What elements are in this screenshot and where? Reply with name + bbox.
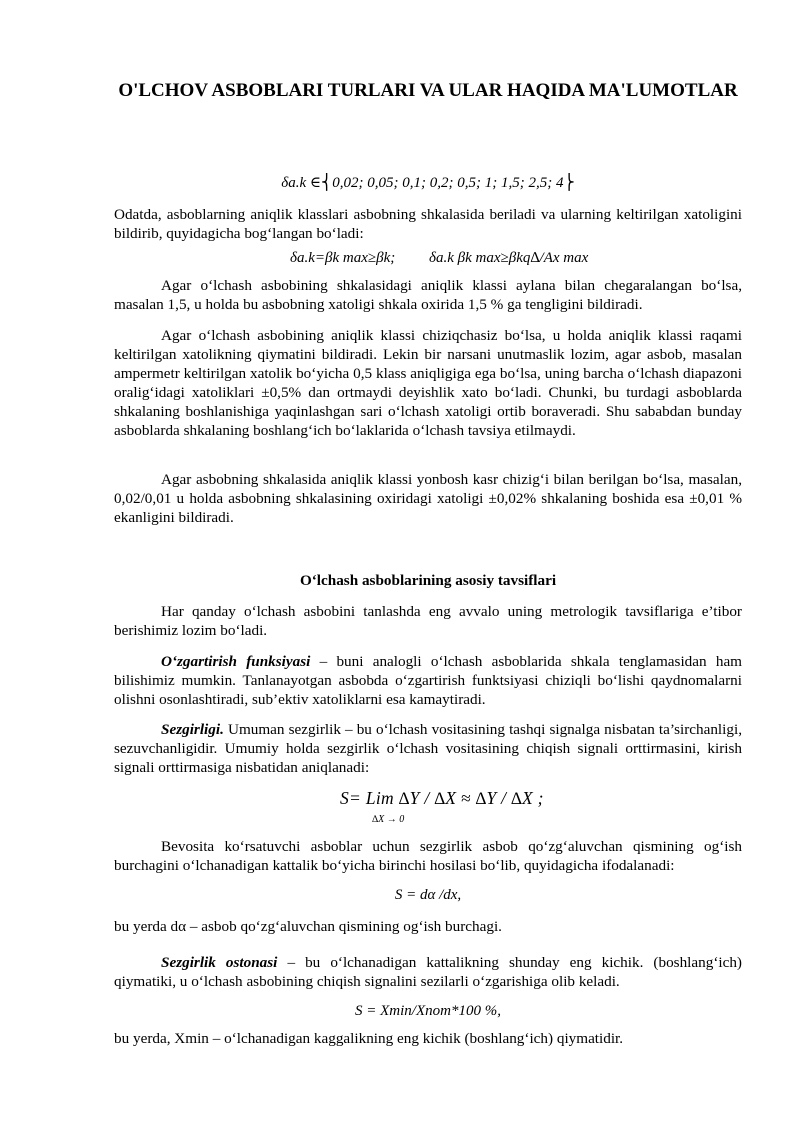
sensitivity-threshold-text: – bu o‘lchanadigan kattalikning shunday eng kichik. (boshlang‘ich) qiymatiki, u o‘lchash asbobining chiqish signalini sezilarli o‘zgarishiga olib keladi. [114, 954, 742, 990]
paragraph-sensitivity-threshold [114, 953, 742, 991]
formula-threshold: S = Xmin/Xnom*100 %, [355, 1003, 501, 1019]
page-title: O'LCHOV ASBOBLARI TURLARI VA ULAR HAQIDA MA'LUMOTLAR [118, 80, 738, 101]
term-sensitivity-threshold: Sezgirlik ostonasi [161, 954, 278, 971]
paragraph-choosing-instrument: Har qanday o‘lchash asbobini tanlashda eng avvalo uning metrologik tavsiflariga e’tibor berishimiz lozim bo‘ladi. [114, 603, 742, 639]
paragraph-direct-instruments: Bevosita ko‘rsatuvchi asboblar uchun sezgirlik asbob qo‘zg‘aluvchan qismining og‘ish burchagini o‘lchanadigan kattalik bo‘yicha birinchi hosilasi bo‘lib, quyidagicha ifodalanadi: [114, 838, 742, 874]
paragraph-circle-class: Agar o‘lchash asbobining shkalasidagi aniqlik klassi aylana bilan chegaralangan bo‘lsa, masalan 1,5, u holda bu asbobning xatoligi shkala oxirida 1,5 % ga tengligini bildiradi. [114, 277, 742, 313]
formula-relation-1: δa.k=βk max≥βk; [290, 250, 396, 266]
formula-sensitivity-limit: S= Lim ∆Y / ∆X ≈ ∆Y / ∆X ; [340, 788, 544, 808]
paragraph-transfer-function [114, 652, 742, 709]
term-transfer-function: O‘zgartirish funksiyasi [161, 653, 311, 670]
term-sensitivity: Sezgirligi. [161, 721, 224, 738]
section-subheading: O‘lchash asboblarining asosiy tavsiflari [299, 572, 557, 589]
formula-relation-2: δa.k βk max≥βkq∆/Ax max [429, 250, 589, 266]
paragraph-xmin-note: bu yerda, Xmin – o‘lchanadigan kaggalikning eng kichik (boshlang‘ich) qiymatidir. [114, 1030, 624, 1047]
formula-derivative: S = dα /dx, [394, 887, 462, 903]
transfer-function-text: – buni analogli o‘lchash asboblarida shkala tenglamasidan ham bilishimiz mumkin. Tanlanayotgan asbobda o‘zgartirish funktsiyasi chiziqli bo‘lishi qaydnomalarni olishni osonlashtiradi, sub’ektiv xatoliklarni esa kamaytiradi. [114, 653, 742, 708]
paragraph-plain-class: Agar o‘lchash asbobining aniqlik klassi chiziqchasiz bo‘lsa, u holda aniqlik klassi raqami keltirilgan xatolikning qiymatini bildiradi. Lekin bir narsani unutmaslik lozim, agar asbob, masalan ampermetr keltirilgan xatolik bo‘yicha 0,5 klass aniqligiga ega bo‘lsa, uning barcha o‘lchash diapazoni oralig‘idagi xatoliklari ±0,5% dan ortmaydi deyishlik xato bo‘ladi. Chunki, bu turdagi asboblarda shkalaning boshlanishiga yaqinlashgan sari o‘lchash xatoligi ortib boraveradi. Shu sababdan bunday asboblarda shkalaning boshlang‘ich bo‘laklarida o‘lchash tavsiya etilmaydi. [114, 327, 742, 439]
formula-accuracy-classes: δa.k ∈⎨0,02; 0,05; 0,1; 0,2; 0,5; 1; 1,5; 2,5; 4⎬ [281, 175, 575, 191]
paragraph-fraction-class: Agar asbobning shkalasida aniqlik klassi yonbosh kasr chizig‘i bilan berilgan bo‘lsa, masalan, 0,02/0,01 u holda asbobning shkalasining oxiridagi xatoligi ±0,02% shkalaning boshida esa ±0,01 % ekanligini bildiradi. [114, 471, 742, 526]
sensitivity-text: Umuman sezgirlik – bu o‘lchash vositasining tashqi signalga nisbatan ta’sirchanligi, sezuvchanligidir. Umumiy holda sezgirlik o‘lchash vositasining chiqish signali orttirmasini, kirish signali orttirmasiga nisbatidan aniqlanadi: [114, 721, 742, 776]
paragraph-angle-note: bu yerda dα – asbob qo‘zg‘aluvchan qismining og‘ish burchagi. [114, 918, 502, 935]
paragraph-accuracy-intro: Odatda, asboblarning aniqlik klasslari asbobning shkalasida beriladi va ularning keltirilgan xatoligini bildirib, quyidagicha bog‘langan bo‘ladi: [114, 206, 742, 242]
formula-limit-subscript: ∆X → 0 [372, 814, 405, 825]
paragraph-sensitivity [114, 720, 742, 777]
